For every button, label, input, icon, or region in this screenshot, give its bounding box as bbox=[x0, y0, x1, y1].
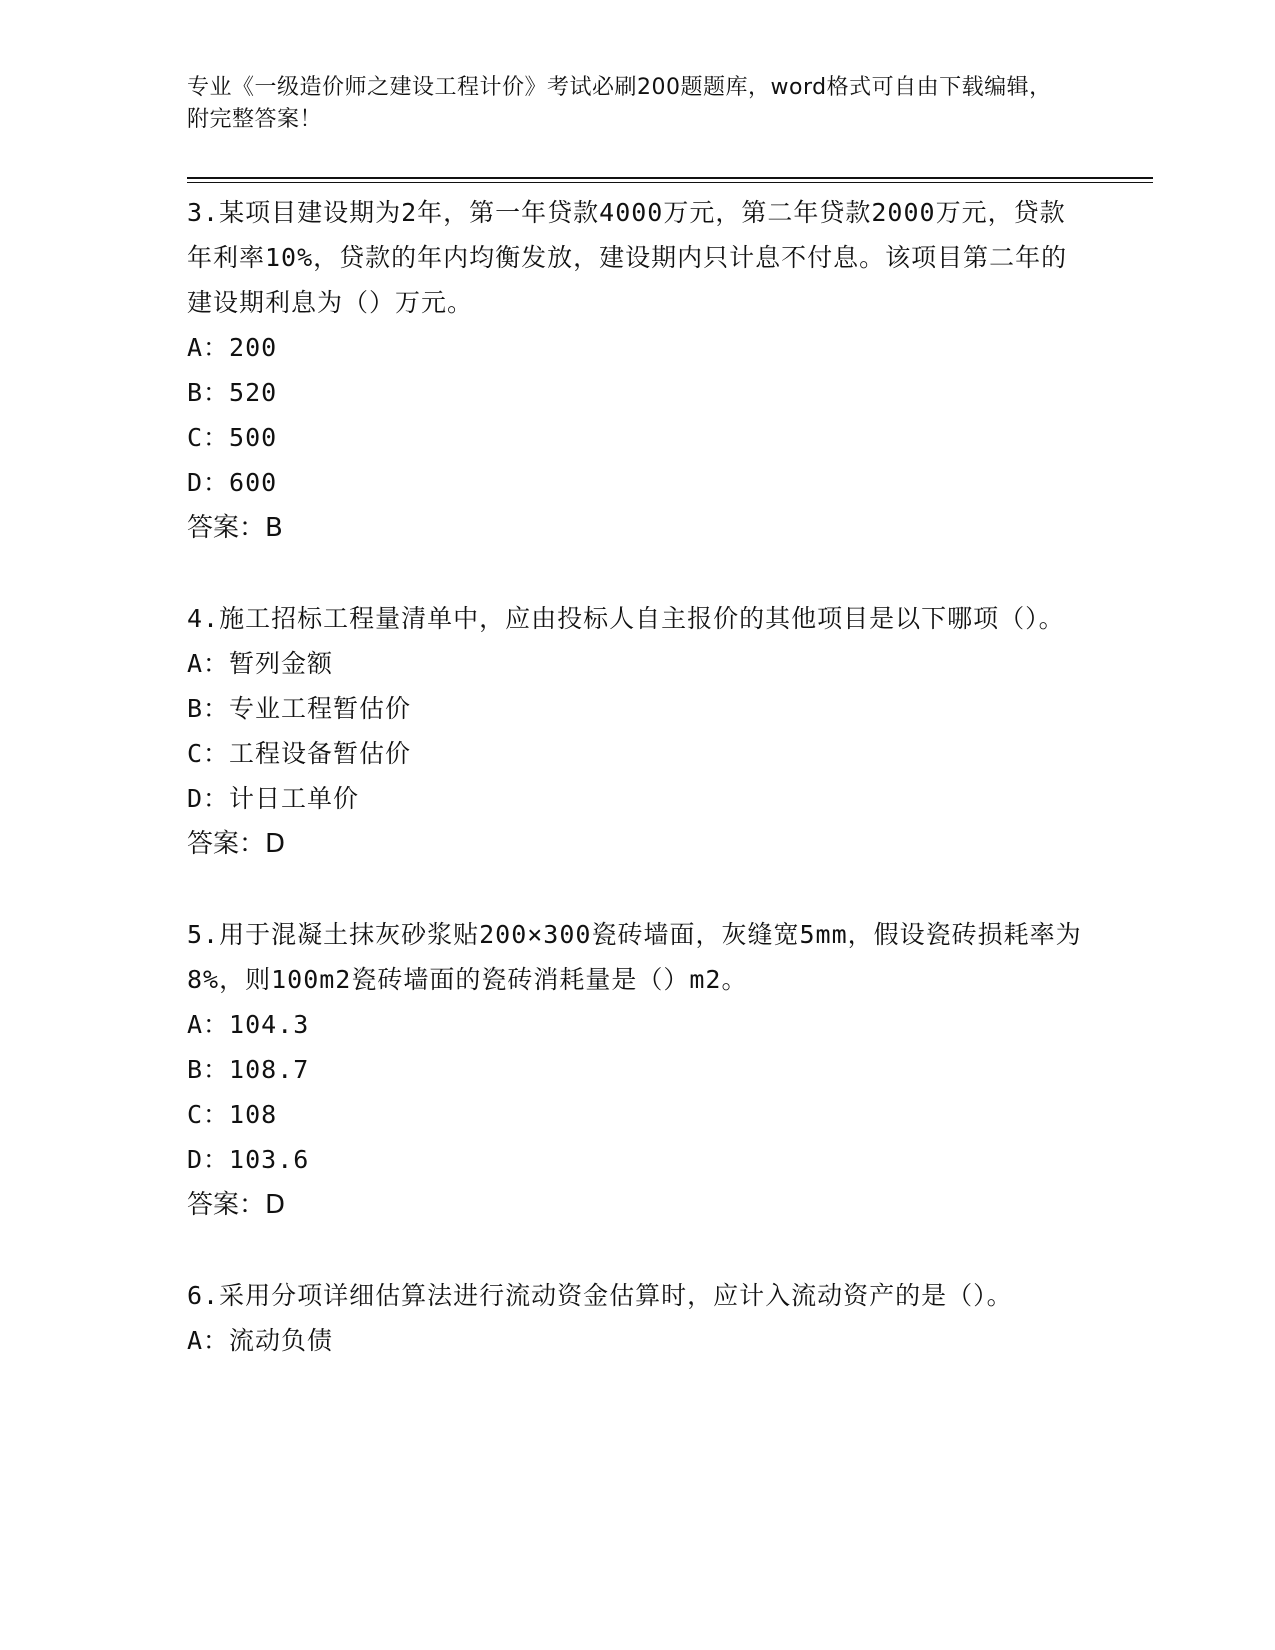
option-b: B：专业工程暂估价 bbox=[187, 694, 412, 723]
option-a: A：暂列金额 bbox=[187, 649, 334, 678]
option-b: B：108.7 bbox=[187, 1055, 310, 1084]
option-b: B：520 bbox=[187, 378, 278, 407]
question-stem: 5.用于混凝土抹灰砂浆贴200×300瓷砖墙面，灰缝宽5mm，假设瓷砖损耗率为8%，则100m2瓷砖墙面的瓷砖消耗量是（）m2。 bbox=[187, 920, 1082, 994]
option-c: C：工程设备暂估价 bbox=[187, 739, 412, 768]
option-c: C：500 bbox=[187, 423, 278, 452]
answer-line: 答案：D bbox=[187, 1190, 286, 1220]
document-header: 专业《一级造价师之建设工程计价》考试必刷200题题库，word格式可自由下载编辑，附完整答案！ bbox=[187, 75, 1052, 132]
option-d: D：103.6 bbox=[187, 1145, 310, 1174]
header-divider-thick bbox=[187, 177, 1153, 179]
header-divider-thin bbox=[187, 182, 1153, 183]
question-stem: 6.采用分项详细估算法进行流动资金估算时，应计入流动资产的是（）。 bbox=[187, 1281, 1013, 1310]
question-stem: 4.施工招标工程量清单中，应由投标人自主报价的其他项目是以下哪项（）。 bbox=[187, 604, 1065, 633]
option-d: D：600 bbox=[187, 468, 278, 497]
answer-line: 答案：B bbox=[187, 513, 283, 543]
option-a: A：104.3 bbox=[187, 1010, 310, 1039]
option-a: A：200 bbox=[187, 333, 278, 362]
question-3 bbox=[187, 190, 1087, 551]
option-d: D：计日工单价 bbox=[187, 784, 360, 813]
question-5 bbox=[187, 912, 1087, 1228]
question-6 bbox=[187, 1273, 1087, 1363]
option-c: C：108 bbox=[187, 1100, 278, 1129]
question-4 bbox=[187, 596, 1087, 867]
answer-line: 答案：D bbox=[187, 829, 286, 859]
question-stem: 3.某项目建设期为2年，第一年贷款4000万元，第二年贷款2000万元，贷款年利率10%，贷款的年内均衡发放，建设期内只计息不付息。该项目第二年的建设期利息为（）万元。 bbox=[187, 198, 1068, 317]
option-a: A：流动负债 bbox=[187, 1326, 334, 1355]
question-list bbox=[187, 190, 1087, 1408]
